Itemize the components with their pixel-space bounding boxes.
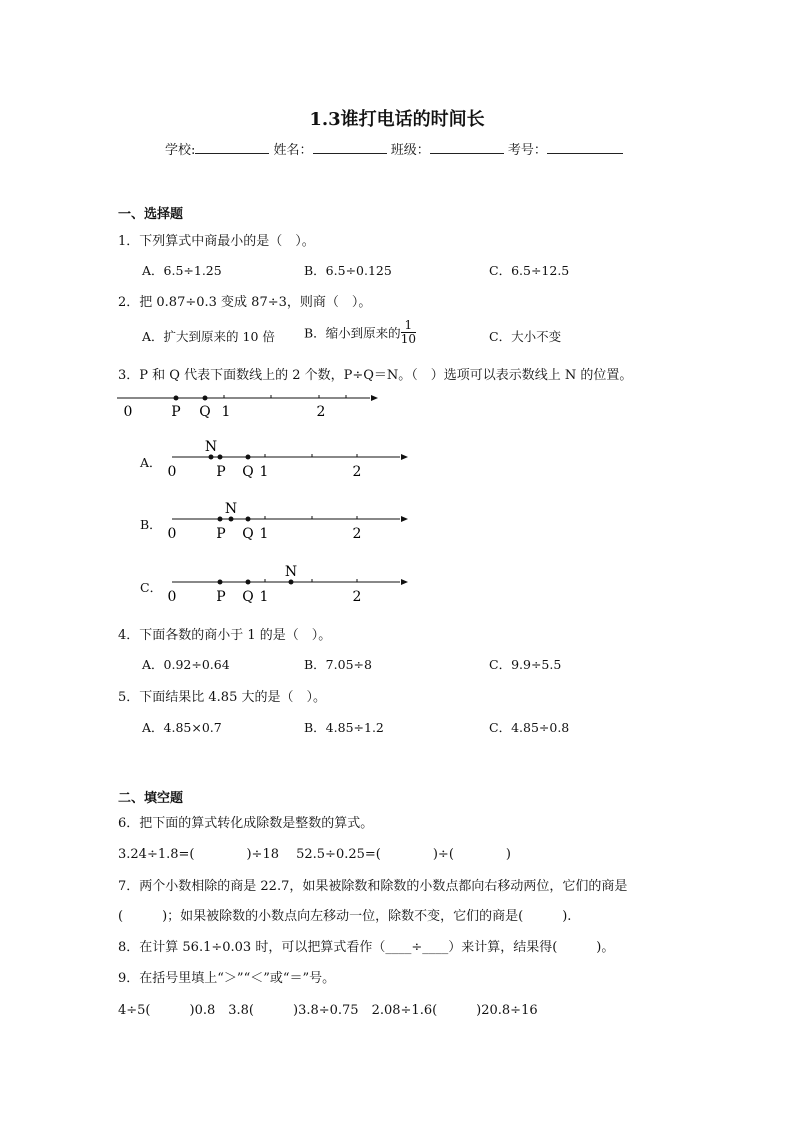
label-p: P (216, 589, 226, 605)
q4-option-b[interactable]: B．7.05÷8 (304, 657, 372, 672)
point-n (209, 455, 214, 460)
school-blank[interactable] (195, 139, 269, 154)
section-heading-choice: 一、选择题 (118, 207, 184, 222)
point-q (246, 517, 251, 522)
label-0: 0 (167, 464, 177, 480)
q5-option-a[interactable]: A．4.85×0.7 (142, 720, 222, 735)
point-n (289, 580, 294, 585)
label-2: 2 (352, 526, 362, 542)
label-q: Q (242, 526, 254, 542)
name-label: 姓名： (273, 143, 313, 158)
label-1: 1 (259, 526, 269, 542)
label-p: P (171, 404, 181, 420)
label-q: Q (242, 589, 254, 605)
question-7-line-2[interactable]: ( )；如果被除数的小数点向左移动一位，除数不变，它们的商是( ). (118, 909, 572, 924)
q4-option-c[interactable]: C．9.9÷5.5 (489, 657, 562, 672)
q1-option-c[interactable]: C．6.5÷12.5 (489, 263, 570, 278)
label-q: Q (199, 404, 211, 420)
number-blank[interactable] (547, 139, 623, 154)
question-6-equations[interactable]: 3.24÷1.8=( )÷18 52.5÷0.25=( )÷( ) (118, 847, 511, 862)
question-4: 4．下面各数的商小于 1 的是（ ）。 (118, 628, 332, 643)
label-n: N (284, 564, 298, 580)
q2-option-b-text: B．缩小到原来的 (304, 325, 401, 341)
number-label: 考号： (507, 143, 547, 158)
question-8[interactable]: 8．在计算 56.1÷0.03 时，可以把算式看作（____÷____）来计算，结果得( )。 (118, 940, 615, 955)
class-blank[interactable] (430, 139, 504, 154)
label-1: 1 (259, 589, 269, 605)
question-9: 9．在括号里填上“＞”“＜”或“＝”号。 (118, 971, 336, 986)
point-n (229, 517, 234, 522)
q3-option-c[interactable]: C． (140, 580, 163, 595)
school-label: 学校: (165, 143, 196, 158)
q5-option-c[interactable]: C．4.85÷0.8 (489, 720, 570, 735)
q2-option-c[interactable]: C．大小不变 (489, 329, 562, 344)
question-7-line-1: 7．两个小数相除的商是 22.7，如果被除数和除数的小数点都向右移动两位，它们的商是 (118, 879, 628, 894)
point-q (246, 580, 251, 585)
fraction-one-tenth (401, 319, 416, 346)
q4-option-a[interactable]: A．0.92÷0.64 (142, 657, 230, 672)
label-0: 0 (167, 589, 177, 605)
student-info-row (165, 139, 623, 158)
label-p: P (216, 464, 226, 480)
class-label: 班级： (390, 143, 430, 158)
q3-option-a[interactable]: A． (140, 455, 162, 470)
question-2: 2．把 0.87÷0.3 变成 87÷3，则商（ ）。 (118, 295, 372, 310)
label-1: 1 (259, 464, 269, 480)
question-5: 5．下面结果比 4.85 大的是（ ）。 (118, 690, 326, 705)
label-q: Q (242, 464, 254, 480)
q1-option-b[interactable]: B．6.5÷0.125 (304, 263, 392, 278)
section-heading-fill: 二、填空题 (118, 791, 184, 806)
label-2: 2 (316, 404, 326, 420)
number-line-main (115, 388, 380, 424)
point-p (218, 580, 223, 585)
point-p (174, 396, 179, 401)
label-1: 1 (221, 404, 231, 420)
name-blank[interactable] (313, 139, 387, 154)
q2-option-b[interactable] (304, 319, 416, 346)
point-p (218, 455, 223, 460)
label-0: 0 (167, 526, 177, 542)
question-9-comparisons[interactable]: 4÷5( )0.8 3.8( )3.8÷0.75 2.08÷1.6( )20.8÷16 (118, 1003, 538, 1018)
question-3: 3．P 和 Q 代表下面数线上的 2 个数，P÷Q＝N。（ ）选项可以表示数线上 N 的位置。 (118, 368, 633, 383)
number-line-option-a[interactable] (160, 436, 412, 482)
point-q (246, 455, 251, 460)
point-p (218, 517, 223, 522)
q5-option-b[interactable]: B．4.85÷1.2 (304, 720, 384, 735)
label-0: 0 (123, 404, 133, 420)
q1-option-a[interactable]: A．6.5÷1.25 (142, 263, 222, 278)
page-title: 1.3谁打电话的时间长 (309, 109, 485, 130)
point-q (203, 396, 208, 401)
q3-option-b[interactable]: B． (140, 517, 162, 532)
label-n: N (204, 439, 218, 455)
question-6: 6．把下面的算式转化成除数是整数的算式。 (118, 816, 374, 831)
label-p: P (216, 526, 226, 542)
fraction-denominator: 10 (400, 332, 416, 346)
label-n: N (224, 501, 238, 517)
label-2: 2 (352, 464, 362, 480)
question-1: 1．下列算式中商最小的是（ ）。 (118, 234, 315, 249)
fraction-numerator: 1 (401, 319, 416, 333)
number-line-option-c[interactable] (160, 561, 412, 607)
label-2: 2 (352, 589, 362, 605)
number-line-option-b[interactable] (160, 498, 412, 544)
q2-option-a[interactable]: A．扩大到原来的 10 倍 (142, 329, 275, 344)
